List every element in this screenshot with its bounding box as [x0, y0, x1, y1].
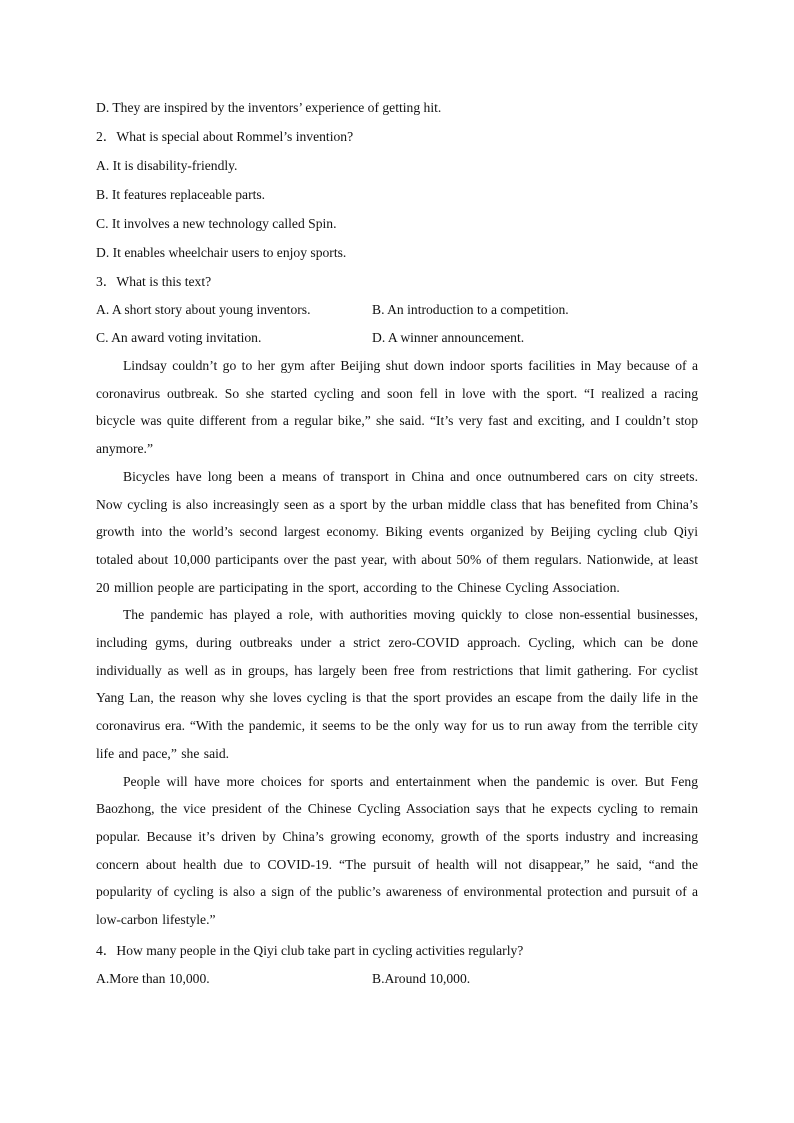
q4-option-a: A.More than 10,000.: [96, 970, 210, 986]
q4-options-row: [96, 965, 698, 993]
passage-paragraph-4: People will have more choices for sports and entertainment when the pandemic is over. But Feng Baozhong, the vice president of the Chinese Cycling Association says that he expects cycling to remain popular. Because it’s driven by China’s growing economy, growth of the sports industry and increasing concern about health due to COVID-19. “The pursuit of health will not disappear,” he said, “and the popularity of cycling is also a sign of the public’s awareness of environmental protection and pursuit of a low-carbon lifestyle.”: [96, 773, 698, 928]
q2-option-c: C. It involves a new technology called Spin.: [96, 216, 337, 231]
q4-option-b: B.Around 10,000.: [372, 970, 471, 986]
q2-option-a: A. It is disability-friendly.: [96, 158, 238, 173]
q3-option-b: B. An introduction to a competition.: [372, 302, 569, 317]
document-content: [96, 93, 698, 993]
q2-option-b: B. It features replaceable parts.: [96, 187, 266, 202]
q3-options-row-2: [96, 324, 698, 352]
q1-option-d: D. They are inspired by the inventors’ experience of getting hit.: [96, 100, 442, 115]
q3-question: 3．What is this text?: [96, 274, 212, 289]
q3-options-row-1: [96, 296, 698, 324]
q3-option-c: C. An award voting invitation.: [96, 330, 262, 345]
q4-question: 4．How many people in the Qiyi club take part in cycling activities regularly?: [96, 942, 524, 958]
passage-paragraph-3: The pandemic has played a role, with authorities moving quickly to close non-essential businesses, including gyms, during outbreaks under a strict zero-COVID approach. Cycling, which can be done individually as well as in groups, has largely been free from restrictions that limit gathering. For cyclist Yang Lan, the reason why she loves cycling is that the sport provides an escape from the daily life in the coronavirus era. “With the pandemic, it seems to be the only way for us to run away from the terrible city life and pace,” she said.: [96, 607, 698, 761]
q3-option-d: D. A winner announcement.: [372, 330, 525, 345]
passage-paragraph-1: Lindsay couldn’t go to her gym after Beijing shut down indoor sports facilities in May because of a coronavirus outbreak. So she started cycling and soon fell in love with the sport. “I realized a racing bicycle was quite different from a regular bike,” she said. “It’s very fast and exciting, and I couldn’t stop anymore.”: [96, 358, 698, 457]
q2-question: 2．What is special about Rommel’s invention?: [96, 129, 354, 144]
q3-option-a: A. A short story about young inventors.: [96, 302, 311, 317]
q2-option-d: D. It enables wheelchair users to enjoy sports.: [96, 245, 347, 260]
passage-paragraph-2: Bicycles have long been a means of transport in China and once outnumbered cars on city streets. Now cycling is also increasingly seen as a sport by the urban middle class that has benefited from China’s growth into the world’s second largest economy. Biking events organized by Beijing cycling club Qiyi totaled about 10,000 participants over the past year, with about 50% of them regulars. Nationwide, at least 20 million people are participating in the sport, according to the Chinese Cycling Association.: [96, 468, 698, 595]
